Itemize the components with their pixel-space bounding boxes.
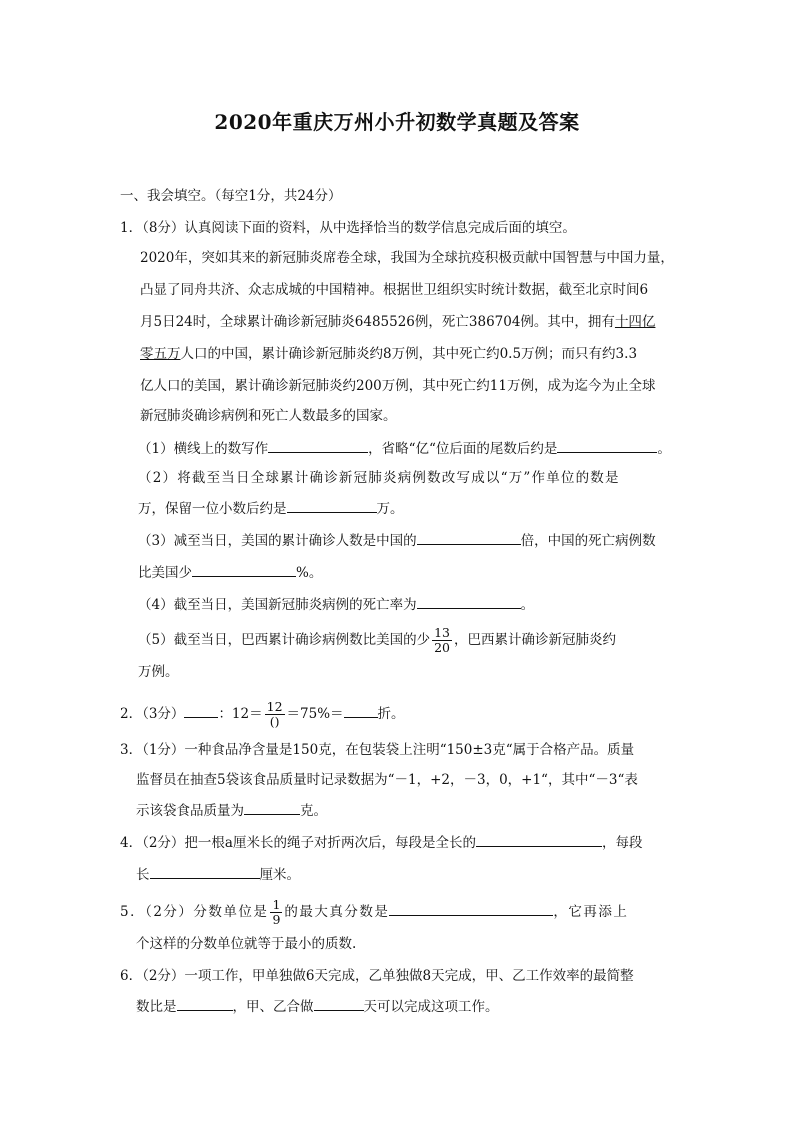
q1-p3-text: 月5日24时，全球累计确诊新冠肺炎6485526例，死亡386704例。其中，拥有: [140, 314, 615, 330]
q6-line-1: 6．（2分）一项工作，甲单独做6天完成，乙单独做8天完成，甲、乙工作效率的最简整: [120, 968, 634, 984]
q1-sub5-line2: 万例。: [138, 664, 179, 680]
q1-sub3-text-b: 倍，中国的死亡病例数: [520, 533, 656, 549]
q1-sub4-text-b: 。: [520, 597, 535, 613]
q4-line-1: [120, 832, 642, 853]
q4-line-2: [136, 864, 300, 885]
page-title: 2020年重庆万州小升初数学真题及答案: [214, 110, 580, 134]
q1-paragraph-line-5: 亿人口的美国，累计确诊新冠肺炎约200万例，其中死亡约11万例，成为迄今为止全球: [140, 378, 656, 394]
q5-text-c: ，它再添上: [553, 904, 629, 920]
q2-text-b: ：12＝: [218, 706, 263, 722]
q1-sub1-text-b: ，省略“亿“位后面的尾数后约是: [368, 441, 558, 457]
underlined-number-part2: 零五万: [140, 346, 181, 362]
q3-text-b: 克。: [300, 803, 327, 819]
q1-sub1: [138, 438, 671, 459]
q1-paragraph-line-1: 2020年，突如其来的新冠肺炎席卷全球，我国为全球抗疫积极贡献中国智慧与中国力量，: [140, 250, 674, 266]
answer-blank[interactable]: [417, 594, 521, 609]
q5-text-a: 5．（2分）分数单位是: [120, 904, 269, 920]
q1-sub2-line1: （2）将截至当日全球累计确诊新冠肺炎病例数改写成以“万”作单位的数是: [138, 470, 620, 486]
answer-blank[interactable]: [344, 703, 378, 718]
q3-line-2: 监督员在抽查5袋该食品质量时记录数据为“－1，+2，－3，0，+1“，其中“－3“表: [136, 772, 638, 788]
q1-sub5-line1: [138, 626, 616, 655]
q1-sub2-text-c: 万。: [376, 501, 404, 517]
answer-blank[interactable]: [389, 901, 553, 916]
q5-line-1: [120, 898, 628, 927]
q1-paragraph-line-4: [140, 344, 637, 364]
q2-text-d: 折。: [377, 706, 405, 722]
answer-blank[interactable]: [268, 438, 368, 453]
answer-blank[interactable]: [184, 703, 218, 718]
q1-sub3-text-c: 比美国少: [138, 565, 192, 581]
q6-text-b: ，甲、乙合做: [232, 999, 314, 1015]
q3-text-a: 示该袋食品质量为: [136, 803, 244, 819]
q6-text-a: 数比是: [136, 999, 177, 1015]
answer-blank[interactable]: [150, 864, 260, 879]
answer-blank[interactable]: [177, 996, 233, 1011]
q1-sub2-line2: [138, 498, 404, 519]
q2-text-a: 2．（3分）: [120, 706, 185, 722]
underlined-number-part1: 十四亿: [614, 314, 656, 330]
q1-sub2-text-b: 万，保留一位小数后约是: [138, 501, 287, 517]
q1-sub3-line1: [138, 530, 656, 551]
answer-blank[interactable]: [192, 562, 296, 577]
answer-blank[interactable]: [557, 438, 657, 453]
answer-blank[interactable]: [244, 800, 300, 815]
fraction: [432, 626, 452, 655]
q1-heading: 1．（8分）认真阅读下面的资料，从中选择恰当的数学信息完成后面的填空。: [120, 220, 576, 236]
q1-paragraph-line-6: 新冠肺炎确诊病例和死亡人数最多的国家。: [140, 408, 397, 424]
q6-text-c: 天可以完成这项工作。: [363, 999, 499, 1015]
q4-text-c: 长: [136, 867, 150, 883]
q1-paragraph-line-2: 凸显了同舟共济、众志成城的中国精神。根据世卫组织实时统计数据，截至北京时间6: [140, 282, 649, 298]
q4-text-b: ，每段: [601, 835, 643, 851]
fraction-numerator: 1: [272, 897, 281, 912]
q5-text-b: 的最大真分数是: [284, 904, 390, 920]
fraction-denominator: 20: [434, 640, 450, 655]
q2: [120, 700, 405, 729]
answer-blank[interactable]: [476, 832, 602, 847]
fraction-numerator: 13: [434, 625, 450, 640]
section-heading: 一、我会填空。（每空1分，共24分）: [120, 188, 342, 204]
q1-sub1-text-a: （1）横线上的数写作: [138, 441, 269, 457]
fraction: [270, 898, 282, 927]
fraction: [265, 700, 285, 729]
q1-p4-text: 人口的中国，累计确诊新冠肺炎约8万例，其中死亡约0.5万例；而只有约3.3: [180, 346, 638, 362]
q1-sub1-text-c: 。: [657, 441, 671, 457]
q2-text-c: ＝75%＝: [286, 706, 344, 722]
q6-line-2: [136, 996, 499, 1017]
q5-line-2: 个这样的分数单位就等于最小的质数.: [136, 936, 357, 952]
fraction-denominator: 9: [272, 912, 281, 927]
fraction-denominator: (): [269, 714, 280, 729]
q1-sub5-text-a: （5）截至当日，巴西累计确诊病例数比美国的少: [138, 632, 431, 648]
answer-blank[interactable]: [417, 530, 521, 545]
q1-sub3-text-d: %。: [296, 565, 323, 581]
q4-text-a: 4．（2分）把一根a厘米长的绳子对折两次后，每段是全长的: [120, 835, 476, 851]
q4-text-d: 厘米。: [259, 867, 300, 883]
q1-sub4-text-a: （4）截至当日，美国新冠肺炎病例的死亡率为: [138, 597, 417, 613]
q1-sub5-text-b: ，巴西累计确诊新冠肺炎约: [454, 632, 616, 648]
q3-line-3: [136, 800, 327, 821]
answer-blank[interactable]: [314, 996, 364, 1011]
q1-paragraph-line-3: [140, 312, 655, 332]
answer-blank[interactable]: [287, 498, 377, 513]
fraction-numerator: 12: [266, 699, 283, 714]
q1-sub3-text-a: （3）减至当日，美国的累计确诊人数是中国的: [138, 533, 417, 549]
q1-sub3-line2: [138, 562, 322, 583]
q1-sub4: [138, 594, 534, 615]
q3-line-1: 3．（1分）一种食品净含量是150克，在包装袋上注明“150±3克“属于合格产品。质量: [120, 742, 635, 758]
